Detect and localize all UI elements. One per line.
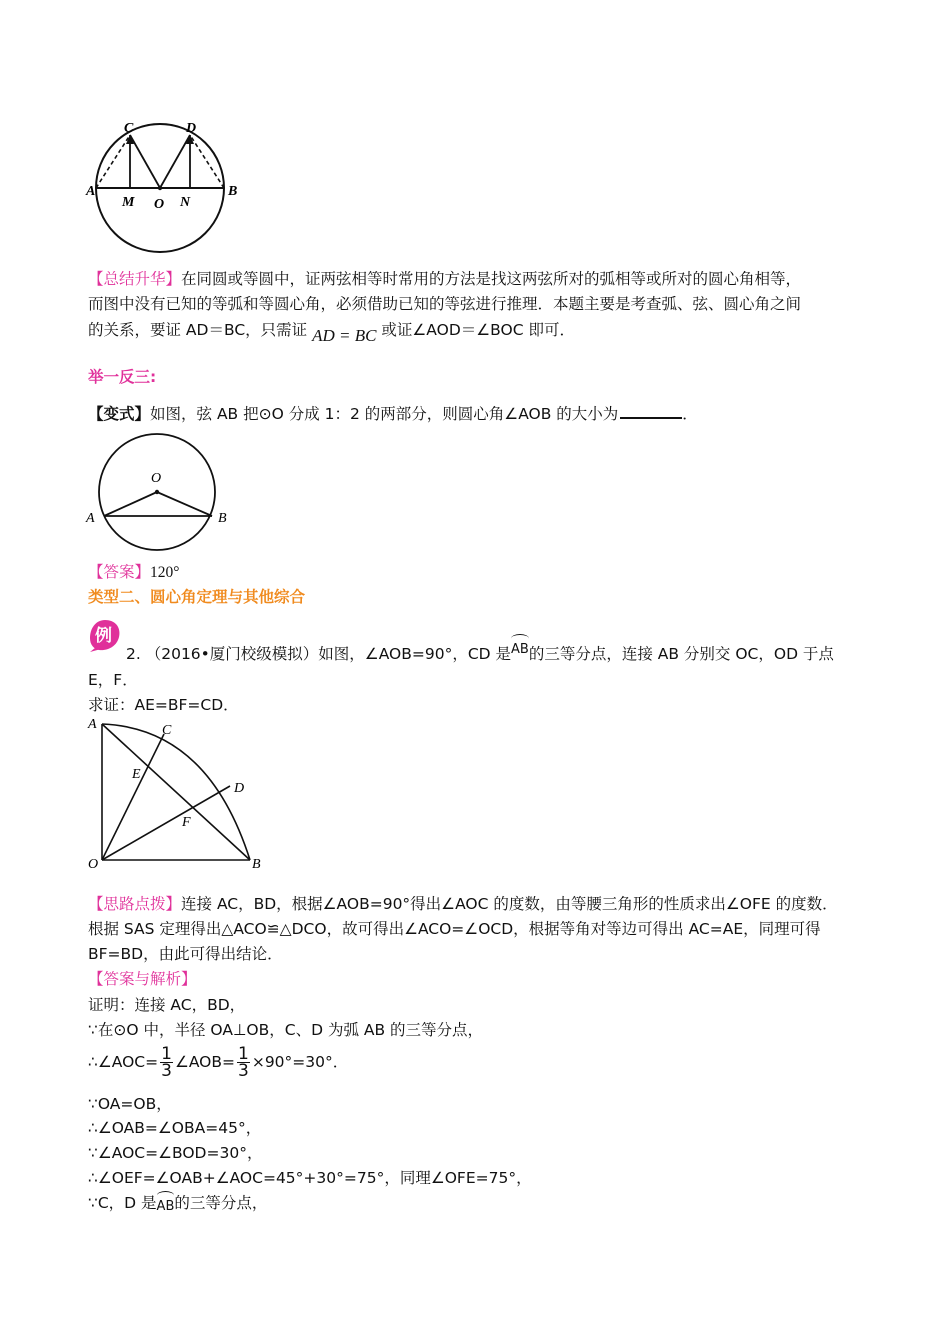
fig2-label: B	[218, 511, 227, 526]
figure-circle-mn	[84, 118, 244, 256]
fig3-label: D	[234, 781, 245, 796]
example-text-b: 的三等分点，连接 AB 分别交 OC，OD 于点	[528, 645, 834, 663]
hint-line-2: 根据 SAS 定理得出△ACO≌△DCO，故可得出∠ACO=∠OCD，根据等角对等边可得出 AC=AE，同理可得	[88, 920, 821, 938]
step3-a: ∴∠AOC=	[88, 1053, 159, 1071]
variant-tag: 【变式】	[88, 405, 151, 423]
answer-tag: 【答案】	[88, 563, 151, 581]
step8-a: ∵C，D 是	[88, 1194, 157, 1212]
practice-heading: 举一反三:	[88, 368, 157, 386]
answer-blank	[620, 403, 682, 419]
fig3-label: A	[88, 717, 97, 732]
summary-line-1	[88, 269, 801, 289]
solution-step-3	[88, 1044, 348, 1080]
hint-text-1: 连接 AC，BD，根据∠AOB=90°得出∠AOC 的度数，由等腰三角形的性质求出∠OFE 的度数．	[181, 895, 838, 913]
solution-step-5: ∴∠OAB=∠OBA=45°，	[88, 1119, 262, 1137]
answer-value: 120°	[150, 564, 180, 581]
variant-text: 如图，弦 AB 把⊙O 分成 1：2 的两部分，则圆心角∠AOB 的大小为	[150, 405, 619, 423]
fig2-label: O	[151, 471, 162, 486]
practice-answer	[88, 562, 179, 583]
fig3-label: E	[132, 767, 141, 782]
fig3-label: B	[252, 857, 261, 872]
arc-ab: AB	[157, 1197, 175, 1217]
svg-text:例: 例	[95, 626, 112, 646]
fig2-label: A	[86, 511, 95, 526]
step3-b: ∠AOB=	[174, 1053, 235, 1071]
step8-b: 的三等分点，	[174, 1194, 268, 1212]
fig3-label: F	[182, 815, 191, 830]
variant-period: ．	[682, 405, 698, 423]
solution-step-8	[88, 1193, 267, 1215]
arc-ab: AB	[511, 640, 529, 660]
example-problem-line1	[126, 644, 834, 666]
example-badge-icon	[88, 618, 122, 652]
example-problem-line2: E，F．	[88, 671, 138, 689]
example-text-a: 2. （2016•厦门校级模拟）如图，∠AOB=90°，CD 是	[126, 645, 512, 663]
fig1-label: A	[86, 184, 96, 199]
solution-step-6: ∵∠AOC=∠BOD=30°，	[88, 1144, 263, 1162]
fraction-one-third: $\frac{1}{3}$	[238, 1044, 249, 1081]
summary-text-1: 在同圆或等圆中，证两弦相等时常用的方法是找这两弦所对的弧相等或所对的圆心角相等，	[181, 270, 802, 288]
fig1-label: O	[154, 197, 165, 212]
summary-text-3a: 的关系，要证 AD＝BC，只需证	[88, 321, 308, 339]
summary-line-3	[88, 320, 575, 345]
figure-quarter-circle	[84, 714, 270, 872]
fig1-label: M	[122, 195, 135, 210]
summary-text-3b: 或证∠AOD＝∠BOC 即可．	[381, 321, 575, 339]
summary-line-2: 而图中没有已知的等弧和等圆心角，必须借助已知的等弦进行推理．本题主要是考查弧、弦、圆心角之间	[88, 295, 802, 313]
type2-heading: 类型二、圆心角定理与其他综合	[88, 588, 306, 606]
solution-step-7: ∴∠OEF=∠OAB+∠AOC=45°+30°=75°，同理∠OFE=75°，	[88, 1169, 532, 1187]
fig3-label: C	[162, 723, 172, 738]
step3-c: ×90°=30°．	[251, 1053, 349, 1071]
solution-step-2: ∵在⊙O 中，半径 OA⊥OB，C、D 为弧 AB 的三等分点，	[88, 1021, 484, 1039]
fig1-label: B	[228, 184, 238, 199]
example-prove: 求证：AE=BF=CD．	[88, 696, 239, 714]
fraction-one-third: $\frac{1}{3}$	[161, 1044, 172, 1081]
fig1-label: C	[124, 121, 134, 136]
practice-question	[88, 403, 698, 424]
summary-tag: 【总结升华】	[88, 270, 182, 288]
hint-line-3: BF=BD，由此可得出结论．	[88, 945, 283, 963]
arc-formula: AD = BC	[312, 326, 377, 345]
solution-step-1: 证明：连接 AC，BD，	[88, 996, 246, 1014]
fig1-label: D	[186, 121, 197, 136]
solution-tag: 【答案与解析】	[88, 970, 197, 988]
fig1-label: N	[180, 195, 191, 210]
figure-circle-aob	[84, 430, 234, 556]
hint-line-1	[88, 894, 838, 914]
fig3-label: O	[88, 857, 99, 872]
hint-tag: 【思路点拨】	[88, 895, 182, 913]
solution-step-4: ∵OA=OB，	[88, 1095, 172, 1113]
